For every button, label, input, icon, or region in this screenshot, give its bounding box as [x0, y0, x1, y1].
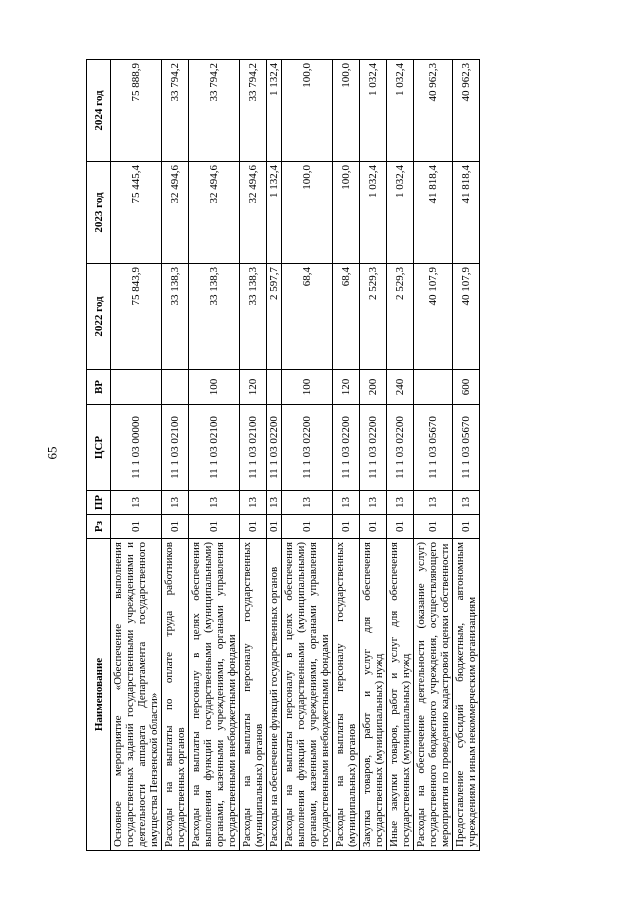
row-2022: 2 529,3: [360, 264, 387, 370]
row-2022: 2 529,3: [387, 264, 414, 370]
row-2023: 1 032,4: [387, 162, 414, 264]
row-name: Расходы на выплаты персоналу государственных (муниципальных) органов: [240, 539, 267, 851]
table-row: [267, 60, 282, 851]
row-pr: 13: [282, 491, 333, 515]
row-vr: 100: [189, 370, 240, 405]
row-vr: 600: [453, 370, 480, 405]
row-rz: 01: [282, 515, 333, 539]
row-name: Расходы на выплаты персоналу в целях обеспечения выполнения функций государственными (муниципальными) органами, казенными учреждениями, органами управления государственными внебюджетными фондами: [282, 539, 333, 851]
row-2023: 100,0: [282, 162, 333, 264]
row-name: Основное мероприятие «Обеспечение выполнения государственных заданий государственными учреждениями и деятельности аппарата Департамента государственного имущества Пензенской области»: [111, 539, 162, 851]
table-row: [111, 60, 162, 851]
row-vr: [414, 370, 453, 405]
row-2022: 68,4: [282, 264, 333, 370]
row-pr: 13: [453, 491, 480, 515]
row-rz: 01: [333, 515, 360, 539]
table-row: [189, 60, 240, 851]
row-csr: 11 1 03 05670: [453, 405, 480, 491]
row-2022: 33 138,3: [189, 264, 240, 370]
row-rz: 01: [267, 515, 282, 539]
row-csr: 11 1 03 02200: [360, 405, 387, 491]
header-csr: ЦСР: [87, 405, 111, 491]
rotated-table-frame: [86, 60, 590, 851]
page-number: [44, 441, 60, 465]
row-2024: 40 962,3: [453, 60, 480, 162]
row-csr: 11 1 03 02200: [387, 405, 414, 491]
header-2024: 2024 год: [87, 60, 111, 162]
table-row: [333, 60, 360, 851]
row-2024: 33 794,2: [189, 60, 240, 162]
row-rz: 01: [240, 515, 267, 539]
row-2024: 75 888,9: [111, 60, 162, 162]
row-2024: 1 032,4: [387, 60, 414, 162]
row-pr: 13: [360, 491, 387, 515]
row-2023: 75 445,4: [111, 162, 162, 264]
row-name: Иные закупки товаров, работ и услуг для обеспечения государственных (муниципальных) нужд: [387, 539, 414, 851]
row-pr: 13: [240, 491, 267, 515]
row-name: Расходы на выплаты персоналу в целях обеспечения выполнения функций государственными (муниципальными) органами, казенными учреждениями, органами управления государственными внебюджетными фондами: [189, 539, 240, 851]
row-name: Закупка товаров, работ и услуг для обеспечения государственных (муниципальных) нужд: [360, 539, 387, 851]
row-2024: 1 032,4: [360, 60, 387, 162]
row-2022: 33 138,3: [162, 264, 189, 370]
row-pr: 13: [162, 491, 189, 515]
row-2022: 75 843,9: [111, 264, 162, 370]
header-2023: 2023 год: [87, 162, 111, 264]
row-csr: 11 1 03 02100: [162, 405, 189, 491]
row-vr: [111, 370, 162, 405]
row-2023: 100,0: [333, 162, 360, 264]
row-2023: 1 132,4: [267, 162, 282, 264]
table-row: [240, 60, 267, 851]
row-vr: 100: [282, 370, 333, 405]
row-rz: 01: [453, 515, 480, 539]
row-2022: 40 107,9: [453, 264, 480, 370]
page-number-text: 65: [44, 446, 59, 460]
row-csr: 11 1 03 00000: [111, 405, 162, 491]
row-rz: 01: [360, 515, 387, 539]
header-2022: 2022 год: [87, 264, 111, 370]
row-pr: 13: [111, 491, 162, 515]
row-pr: 13: [267, 491, 282, 515]
row-2024: 1 132,4: [267, 60, 282, 162]
table-row: [282, 60, 333, 851]
row-2024: 33 794,2: [240, 60, 267, 162]
row-csr: 11 1 03 02100: [189, 405, 240, 491]
row-2022: 68,4: [333, 264, 360, 370]
header-rz: Рз: [87, 515, 111, 539]
row-vr: [162, 370, 189, 405]
row-rz: 01: [111, 515, 162, 539]
row-csr: 11 1 03 02200: [282, 405, 333, 491]
table-row: [360, 60, 387, 851]
row-rz: 01: [414, 515, 453, 539]
row-rz: 01: [162, 515, 189, 539]
row-2023: 1 032,4: [360, 162, 387, 264]
budget-table: [86, 59, 480, 851]
row-2022: 2 597,7: [267, 264, 282, 370]
row-vr: 120: [333, 370, 360, 405]
row-2022: 40 107,9: [414, 264, 453, 370]
row-2023: 32 494,6: [162, 162, 189, 264]
row-2023: 32 494,6: [240, 162, 267, 264]
row-2024: 100,0: [282, 60, 333, 162]
row-2024: 40 962,3: [414, 60, 453, 162]
table-row: [387, 60, 414, 851]
row-csr: 11 1 03 02200: [333, 405, 360, 491]
header-name: Наименование: [87, 539, 111, 851]
row-2023: 41 818,4: [414, 162, 453, 264]
row-vr: 200: [360, 370, 387, 405]
table-row: [162, 60, 189, 851]
header-pr: ПР: [87, 491, 111, 515]
row-rz: 01: [189, 515, 240, 539]
row-2024: 33 794,2: [162, 60, 189, 162]
header-vr: ВР: [87, 370, 111, 405]
row-csr: 11 1 03 02100: [240, 405, 267, 491]
row-pr: 13: [387, 491, 414, 515]
row-vr: [267, 370, 282, 405]
rotated-page-content: [86, 60, 590, 851]
row-pr: 13: [189, 491, 240, 515]
table-row: [414, 60, 453, 851]
row-pr: 13: [414, 491, 453, 515]
row-name: Расходы на выплаты персоналу государственных (муниципальных) органов: [333, 539, 360, 851]
table-row: [453, 60, 480, 851]
row-vr: 240: [387, 370, 414, 405]
row-name: Предоставление субсидий бюджетным, автономным учреждениям и иным некоммерческим организациям: [453, 539, 480, 851]
row-2024: 100,0: [333, 60, 360, 162]
row-vr: 120: [240, 370, 267, 405]
table-header-row: [87, 60, 111, 851]
row-2023: 32 494,6: [189, 162, 240, 264]
row-name: Расходы на обеспечение функций государственных органов: [267, 539, 282, 851]
row-2022: 33 138,3: [240, 264, 267, 370]
row-2023: 41 818,4: [453, 162, 480, 264]
row-name: Расходы на выплаты по оплате труда работников государственных органов: [162, 539, 189, 851]
row-csr: 11 1 03 05670: [414, 405, 453, 491]
row-name: Расходы на обеспечение деятельности (оказание услуг) государственного бюджетного учреждения, осуществляющего мероприятия по проведению кадастровой оценки собственности: [414, 539, 453, 851]
row-csr: 11 1 03 02200: [267, 405, 282, 491]
row-pr: 13: [333, 491, 360, 515]
row-rz: 01: [387, 515, 414, 539]
